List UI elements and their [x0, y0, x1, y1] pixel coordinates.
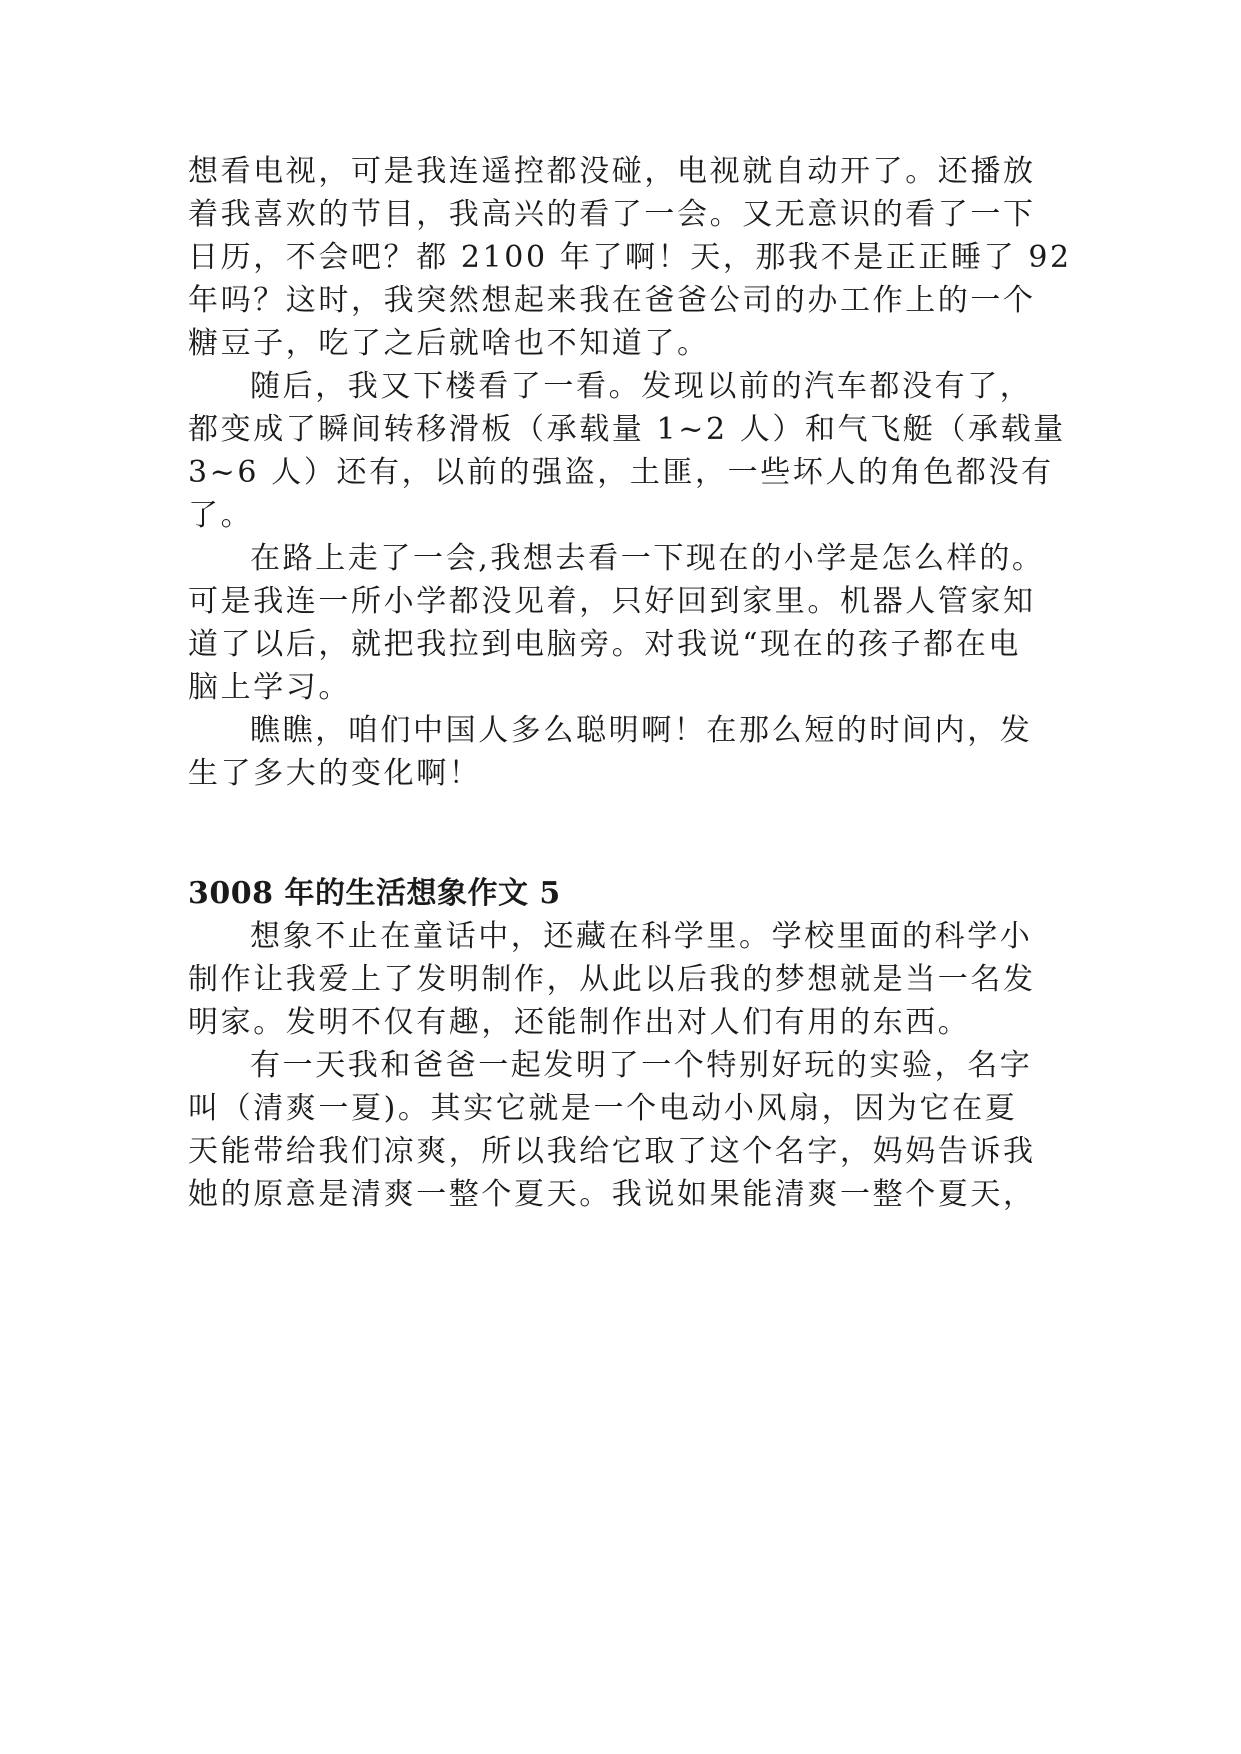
text-line: 想象不止在童话中，还藏在科学里。学校里面的科学小: [250, 919, 1033, 954]
paragraph-fan-invention: [188, 1044, 1056, 1216]
paragraph-tv: [188, 150, 1072, 365]
text-line: 可是我连一所小学都没见着，只好回到家里。机器人管家知: [188, 584, 1036, 619]
text-line: 糖豆子，吃了之后就啥也不知道了。: [188, 326, 710, 361]
text-line: 脑上学习。: [188, 670, 351, 705]
section-gap: [188, 795, 1056, 872]
text-line: 随后，我又下楼看了一看。发现以前的汽车都没有了，: [250, 369, 1033, 404]
text-line: 瞧瞧，咱们中国人多么聪明啊！在那么短的时间内，发: [250, 713, 1033, 748]
text-line: 叫（清爽一夏)。其实它就是一个电动小风扇，因为它在夏: [188, 1091, 1018, 1126]
text-line: 着我喜欢的节目，我高兴的看了一会。又无意识的看了一下: [188, 197, 1036, 232]
paragraph-downstairs: [188, 365, 1066, 537]
text-line: 她的原意是清爽一整个夏天。我说如果能清爽一整个夏天，: [188, 1177, 1036, 1212]
document-page: [188, 150, 1072, 1216]
text-line: 生了多大的变化啊！: [188, 756, 482, 791]
text-line: 年吗？这时，我突然想起来我在爸爸公司的办工作上的一个: [188, 283, 1036, 318]
text-line: 有一天我和爸爸一起发明了一个特别好玩的实验，名字: [250, 1048, 1033, 1083]
text-line: 天能带给我们凉爽，所以我给它取了这个名字，妈妈告诉我: [188, 1134, 1036, 1169]
text-line: 日历，不会吧？都 2100 年了啊！天，那我不是正正睡了 92: [188, 240, 1072, 275]
text-line: 了。: [188, 498, 254, 533]
paragraph-china: [188, 709, 1056, 795]
text-line: 3~6 人）还有，以前的强盗，土匪，一些坏人的角色都没有: [188, 455, 1054, 490]
text-line: 想看电视，可是我连遥控都没碰，电视就自动开了。还播放: [188, 154, 1036, 189]
paragraph-school: [188, 537, 1056, 709]
section-heading: 3008 年的生活想象作文 5: [188, 876, 561, 911]
text-line: 明家。发明不仅有趣，还能制作出对人们有用的东西。: [188, 1005, 971, 1040]
paragraph-imagination: [188, 915, 1056, 1044]
text-line: 制作让我爱上了发明制作，从此以后我的梦想就是当一名发: [188, 962, 1036, 997]
text-line: 在路上走了一会,我想去看一下现在的小学是怎么样的。: [250, 541, 1045, 576]
text-line: 都变成了瞬间转移滑板（承载量 1~2 人）和气飞艇（承载量: [188, 412, 1066, 447]
text-line: 道了以后，就把我拉到电脑旁。对我说“现在的孩子都在电: [188, 627, 1021, 662]
